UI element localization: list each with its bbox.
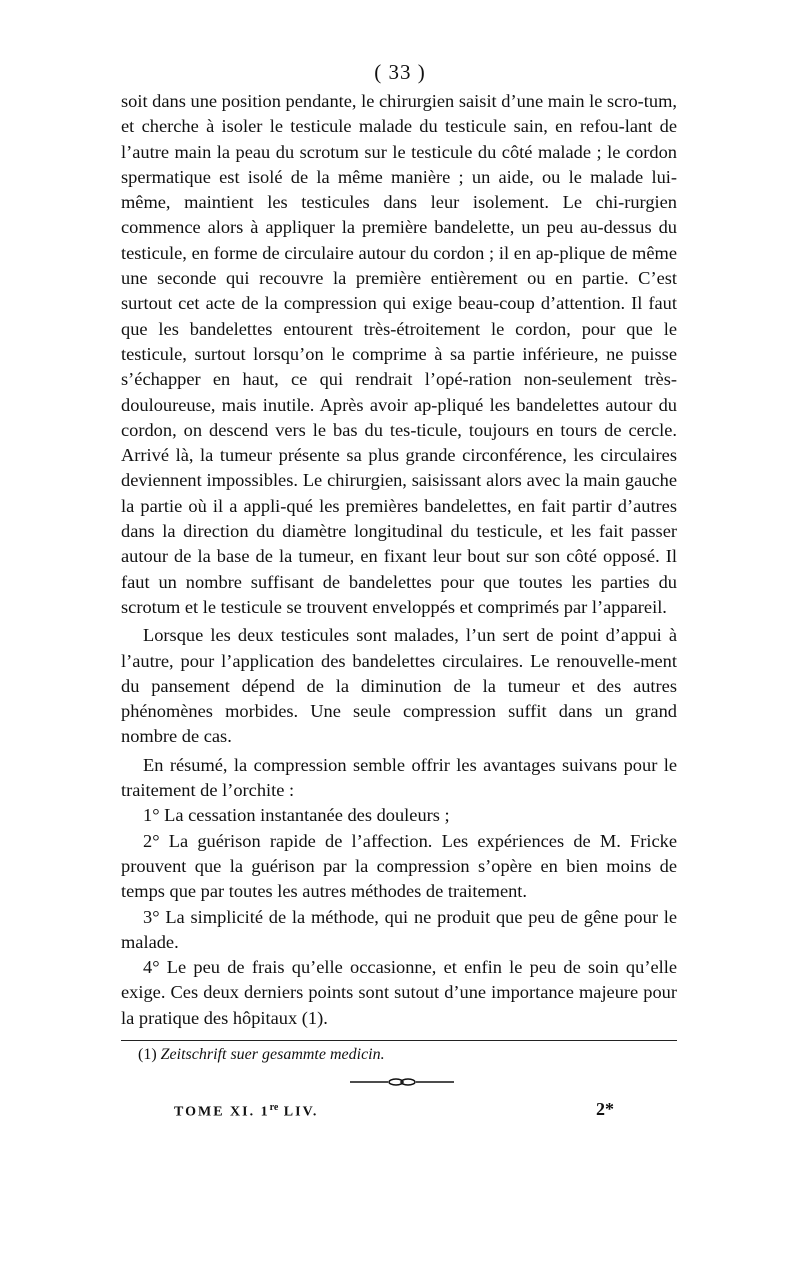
list-item-2: 2° La guérison rapide de l’affection. Les expériences de M. Fricke prouvent que la guérison par la compression s’opère en bien moins de temps que par toutes les autres méthodes de traitement. [121, 830, 677, 902]
list-item-1: 1° La cessation instantanée des douleurs ; [143, 805, 450, 826]
livraison-superscript: re [269, 1102, 279, 1113]
list-item-4: 4° Le peu de frais qu’elle occasionne, et enfin le peu de soin qu’elle exige. Ces deux derniers points sont sutout d’une importance majeure pour la pratique des hôpitaux (1). [121, 957, 677, 1028]
footnote-divider [121, 1040, 677, 1041]
livraison-number: 1 [260, 1104, 270, 1120]
paragraph-3: En résumé, la compression semble offrir les avantages suivans pour le traitement de l’orchite : [121, 754, 677, 801]
sheet-signature-mark: 2* [596, 1099, 614, 1119]
paragraph-2: Lorsque les deux testicules sont malades, l’un sert de point d’appui à l’autre, pour l’application des bandelettes circulaires. Le renouvelle-ment du pansement dépend de la diminution de la tumeur et des autres phénomènes morbides. Une seule compression suffit dans un grand nombre de cas. [121, 625, 677, 747]
list-item-3: 3° La simplicité de la méthode, qui ne produit que peu de gêne pour le malade. [121, 906, 677, 952]
footnote-text: Zeitschrift suer gesammte medicin. [160, 1046, 385, 1063]
page-number: ( 33 ) [374, 60, 426, 84]
tome-label: TOME XI. [174, 1104, 256, 1120]
paragraph-1: soit dans une position pendante, le chirurgien saisit d’une main le scro-tum, et cherche à isoler le testicule malade du testicule sain, en refou-lant de l’autre main la peau du scrotum sur le testicule du côté malade ; le cordon spermatique est isolé de la même manière ; un aide, ou le malade lui-même, maintient les testicules dans leur isolement. Le chi-rurgien commence alors à appliquer la première bandelette, un peu au-dessus du testicule, en forme de circulaire autour du cordon ; il en ap-plique de même une seconde qui recouvre la première entièrement ou en partie. C’est surtout cet acte de la compression qui exige beau-coup d’attention. Il faut que les bandelettes entourent très-étroitement le cordon, pour que le testicule, surtout lorsqu’on le comprime à sa partie inférieure, ne puisse s’échapper en haut, ce qui rendrait l’opé-ration non-seulement très-douloureuse, mais inutile. Après avoir ap-pliqué les bandelettes autour du cordon, on descend vers le bas du tes-ticule, toujours en tours de cercle. Arrivé là, la tumeur présente sa plus grande circonférence, les circulaires deviennent impossibles. Le chirurgien, saisissant alors avec la main gauche la partie où il a appli-qué les premières bandelettes, en fait partir d’autres dans la direction du diamètre longitudinal du testicule, et les fait passer autour de la base de la tumeur, en fixant leur bout sur son côté opposé. Il faut un nombre suffisant de bandelettes pour que toutes les parties du scrotum et le testicule se trouvent enveloppés et comprimés par l’appareil. [121, 91, 677, 617]
footnote [138, 1046, 678, 1064]
footnote-marker: (1) [138, 1046, 157, 1063]
body-text [121, 89, 677, 1031]
livraison-label: LIV. [283, 1104, 319, 1120]
signature-line [174, 1102, 318, 1121]
ornament-divider-icon [350, 1077, 454, 1087]
